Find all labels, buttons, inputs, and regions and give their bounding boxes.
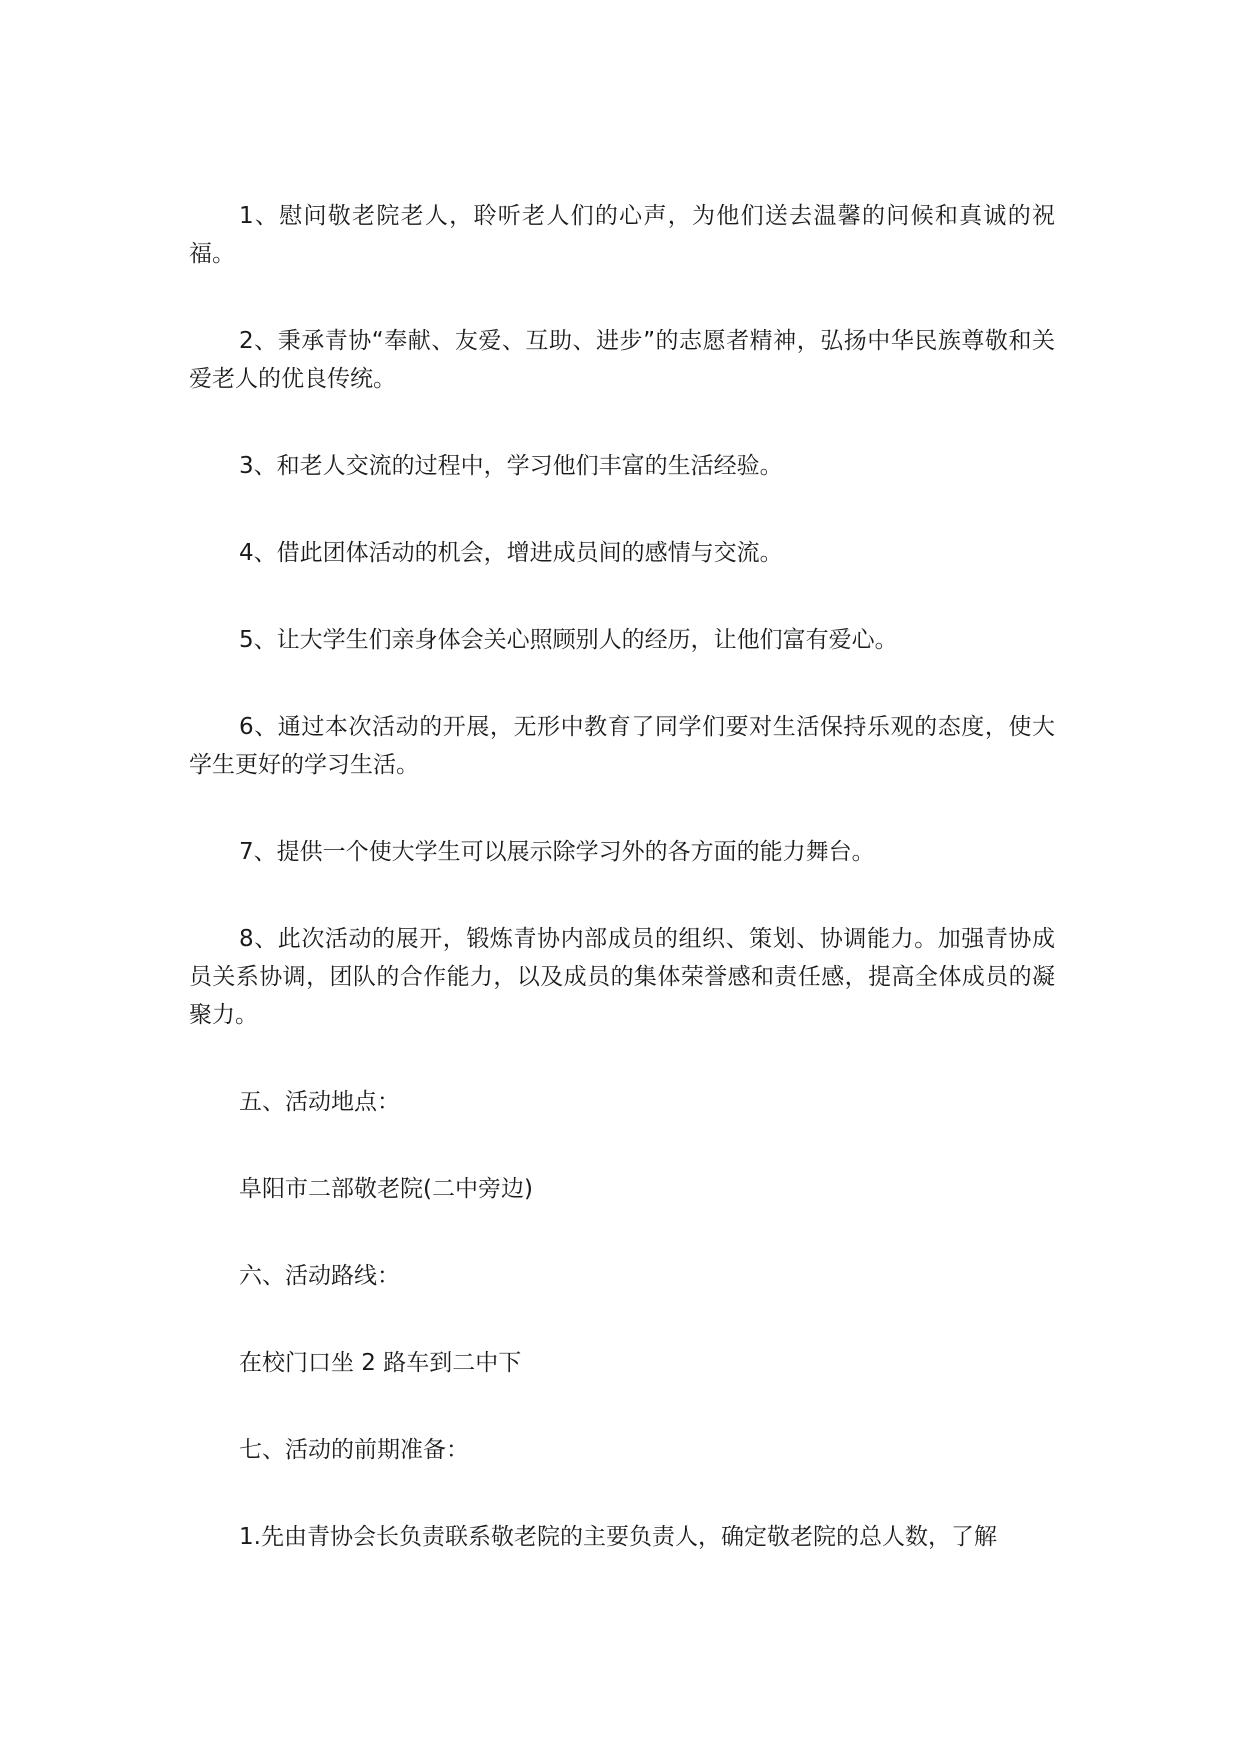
paragraph-8: 8、此次活动的展开，锻炼青协内部成员的组织、策划、协调能力。加强青协成员关系协调，团队的合作能力，以及成员的集体荣誉感和责任感，提高全体成员的凝聚力。 bbox=[189, 926, 1055, 1028]
paragraph-5: 5、让大学生们亲身体会关心照顾别人的经历，让他们富有爱心。 bbox=[239, 627, 898, 653]
section-heading-location: 五、活动地点： bbox=[239, 1089, 400, 1115]
section-heading-route: 六、活动路线： bbox=[239, 1263, 400, 1289]
document-body bbox=[189, 197, 1055, 1556]
location-text: 阜阳市二部敬老院(二中旁边) bbox=[239, 1176, 533, 1202]
paragraph-2: 2、秉承青协“奉献、友爱、互助、进步”的志愿者精神，弘扬中华民族尊敬和关爱老人的优良传统。 bbox=[189, 328, 1055, 392]
paragraph-6: 6、通过本次活动的开展，无形中教育了同学们要对生活保持乐观的态度，使大学生更好的学习生活。 bbox=[189, 714, 1055, 778]
section-heading-preparation: 七、活动的前期准备： bbox=[239, 1437, 469, 1463]
preparation-item-1: 1.先由青协会长负责联系敬老院的主要负责人，确定敬老院的总人数，了解 bbox=[239, 1524, 997, 1550]
paragraph-3: 3、和老人交流的过程中，学习他们丰富的生活经验。 bbox=[239, 453, 783, 479]
paragraph-7: 7、提供一个使大学生可以展示除学习外的各方面的能力舞台。 bbox=[239, 839, 875, 865]
route-text: 在校门口坐 2 路车到二中下 bbox=[239, 1350, 522, 1376]
paragraph-1: 1、慰问敬老院老人，聆听老人们的心声，为他们送去温馨的问候和真诚的祝福。 bbox=[189, 203, 1055, 267]
paragraph-4: 4、借此团体活动的机会，增进成员间的感情与交流。 bbox=[239, 540, 783, 566]
